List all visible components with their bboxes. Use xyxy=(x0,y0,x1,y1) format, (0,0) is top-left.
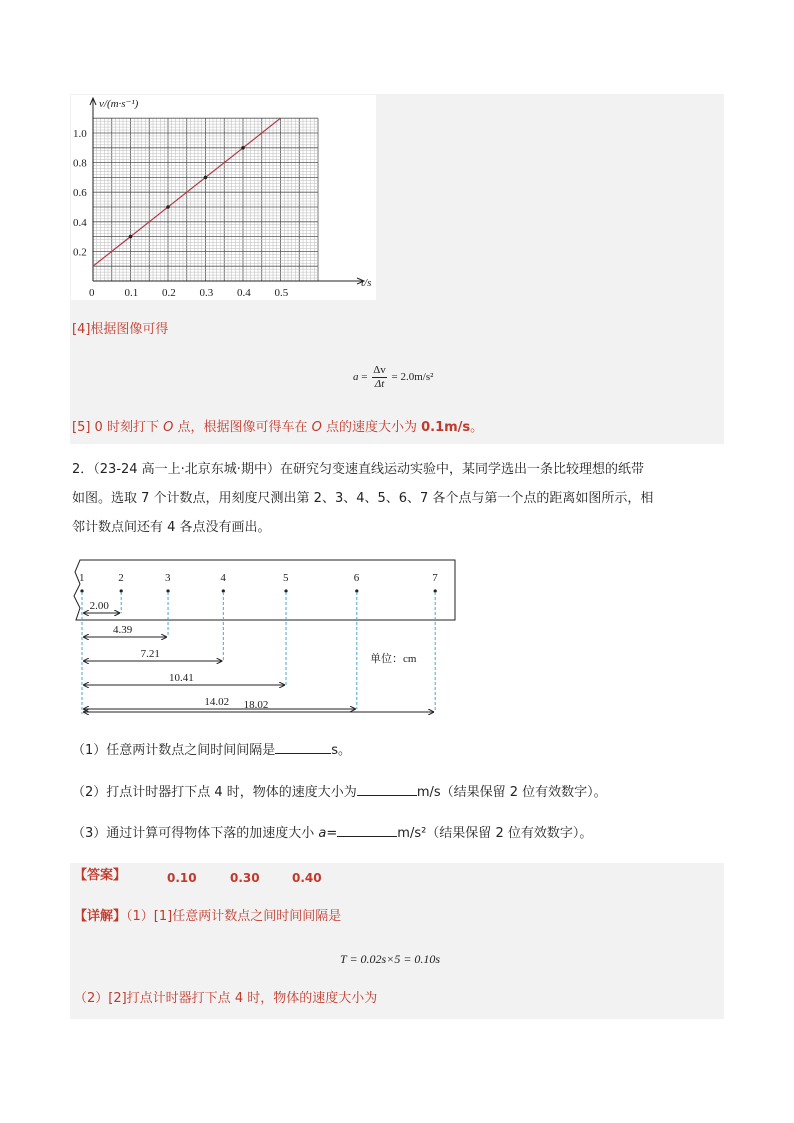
x-tick-label: 0.1 xyxy=(124,287,139,299)
q3-blank[interactable] xyxy=(337,824,397,837)
problem2-line1: 2．（23-24 高一上·北京东城·期中）在研究匀变速直线运动实验中，某同学选出一条比较理想的纸带 xyxy=(72,462,644,477)
y-axis-title: v/(m·s⁻¹) xyxy=(99,98,139,110)
tape-point-label: 3 xyxy=(165,572,171,584)
step5-end: 。 xyxy=(470,420,484,435)
step5-part-b: 点，根据图像可得车在 xyxy=(173,420,312,435)
tape-point-label: 2 xyxy=(118,572,124,584)
problem2-line3: 邻计数点间还有 4 各点没有画出。 xyxy=(72,520,271,535)
data-point xyxy=(241,146,245,150)
y-tick-label: 1.0 xyxy=(73,128,87,140)
step4-text: [4]根据图像可得 xyxy=(72,322,169,337)
y-tick-label: 0.6 xyxy=(73,187,87,200)
tape-point-label: 5 xyxy=(283,572,289,584)
question1 xyxy=(72,741,351,760)
data-point xyxy=(166,205,170,209)
step5-text xyxy=(72,419,483,437)
step5-o2: O xyxy=(311,420,322,435)
problem2-line2: 如图。选取 7 个计数点，用刻度尺测出第 2、3、4、5、6、7 各个点与第一个点的距离如图所示，相 xyxy=(72,491,654,506)
measure-label: 14.02 xyxy=(204,696,230,708)
q3-var: a xyxy=(318,826,327,841)
answer-label: 【答案】 xyxy=(74,868,127,883)
q3-eq: = xyxy=(326,826,338,841)
x-tick-label: 0.5 xyxy=(274,287,289,299)
x-tick-label: 0.3 xyxy=(199,287,214,299)
tape-points xyxy=(79,572,438,593)
data-point xyxy=(204,176,208,180)
tape-point-label: 7 xyxy=(432,572,438,584)
answer-value-2: 0.30 xyxy=(230,871,260,885)
detail-label: 【详解】 xyxy=(74,909,127,924)
y-tick-label: 0.8 xyxy=(73,157,87,170)
detail-line2: （2）[2]打点计时器打下点 4 时，物体的速度大小为 xyxy=(74,991,378,1006)
tape-outline xyxy=(74,560,455,620)
acceleration-formula: a = $\frac{\Delta v}{\Delta t}$ = 2.0m/s² xyxy=(353,364,434,390)
x-tick-label: 0.2 xyxy=(162,287,176,299)
chart-svg xyxy=(71,95,376,300)
question2 xyxy=(72,783,607,802)
x-tick-label: 0.4 xyxy=(237,287,251,299)
measure-label: 4.39 xyxy=(113,624,133,636)
x-axis-title: t/s xyxy=(361,277,372,289)
formula-denominator: Δt xyxy=(374,378,385,390)
tape-point-label: 6 xyxy=(353,572,360,584)
step5-o1: O xyxy=(163,420,174,435)
q1-blank[interactable] xyxy=(275,741,331,754)
x-tick-label: 0 xyxy=(89,287,95,299)
q2-blank[interactable] xyxy=(357,783,417,796)
question3 xyxy=(72,824,592,843)
measure-label: 10.41 xyxy=(169,672,194,684)
step5-part-a: [5] 0 时刻打下 xyxy=(72,420,164,435)
answer-value-3: 0.40 xyxy=(292,871,322,885)
tape-point-label: 1 xyxy=(79,572,85,584)
velocity-time-chart xyxy=(71,95,376,300)
measure-label: 7.21 xyxy=(140,648,160,660)
formula-numerator: Δv xyxy=(373,364,386,376)
tape-point-label: 4 xyxy=(220,572,226,584)
measure-label: 18.02 xyxy=(243,699,269,711)
q1-unit: s。 xyxy=(331,743,352,758)
step5-value: 0.1m/s xyxy=(421,420,471,435)
detail-line1 xyxy=(74,908,341,926)
q1-text: （1）任意两计数点之间时间间隔是 xyxy=(72,743,276,758)
period-formula: T = 0.02s×5 = 0.10s xyxy=(340,952,441,966)
formula-lhs: a xyxy=(353,371,359,384)
y-tick-label: 0.2 xyxy=(73,246,87,259)
measure-label: 2.00 xyxy=(89,600,109,612)
q3-unit: m/s²（结果保留 2 位有效数字）。 xyxy=(397,826,593,841)
q2-unit: m/s（结果保留 2 位有效数字）。 xyxy=(416,785,607,800)
paper-tape-diagram xyxy=(70,556,470,721)
q3-text: （3）通过计算可得物体下落的加速度大小 xyxy=(72,826,319,841)
answer-value-1: 0.10 xyxy=(167,871,197,885)
formula-fraction xyxy=(372,364,387,391)
data-point xyxy=(129,235,133,239)
y-tick-label: 0.4 xyxy=(73,216,87,229)
tape-unit: 单位：cm xyxy=(370,653,417,665)
step5-part-c: 点的速度大小为 xyxy=(321,420,422,435)
q2-text: （2）打点计时器打下点 4 时，物体的速度大小为 xyxy=(72,785,357,800)
detail1-text: （1）[1]任意两计数点之间时间间隔是 xyxy=(126,909,342,924)
formula-rhs: = 2.0m/s² xyxy=(391,371,434,384)
